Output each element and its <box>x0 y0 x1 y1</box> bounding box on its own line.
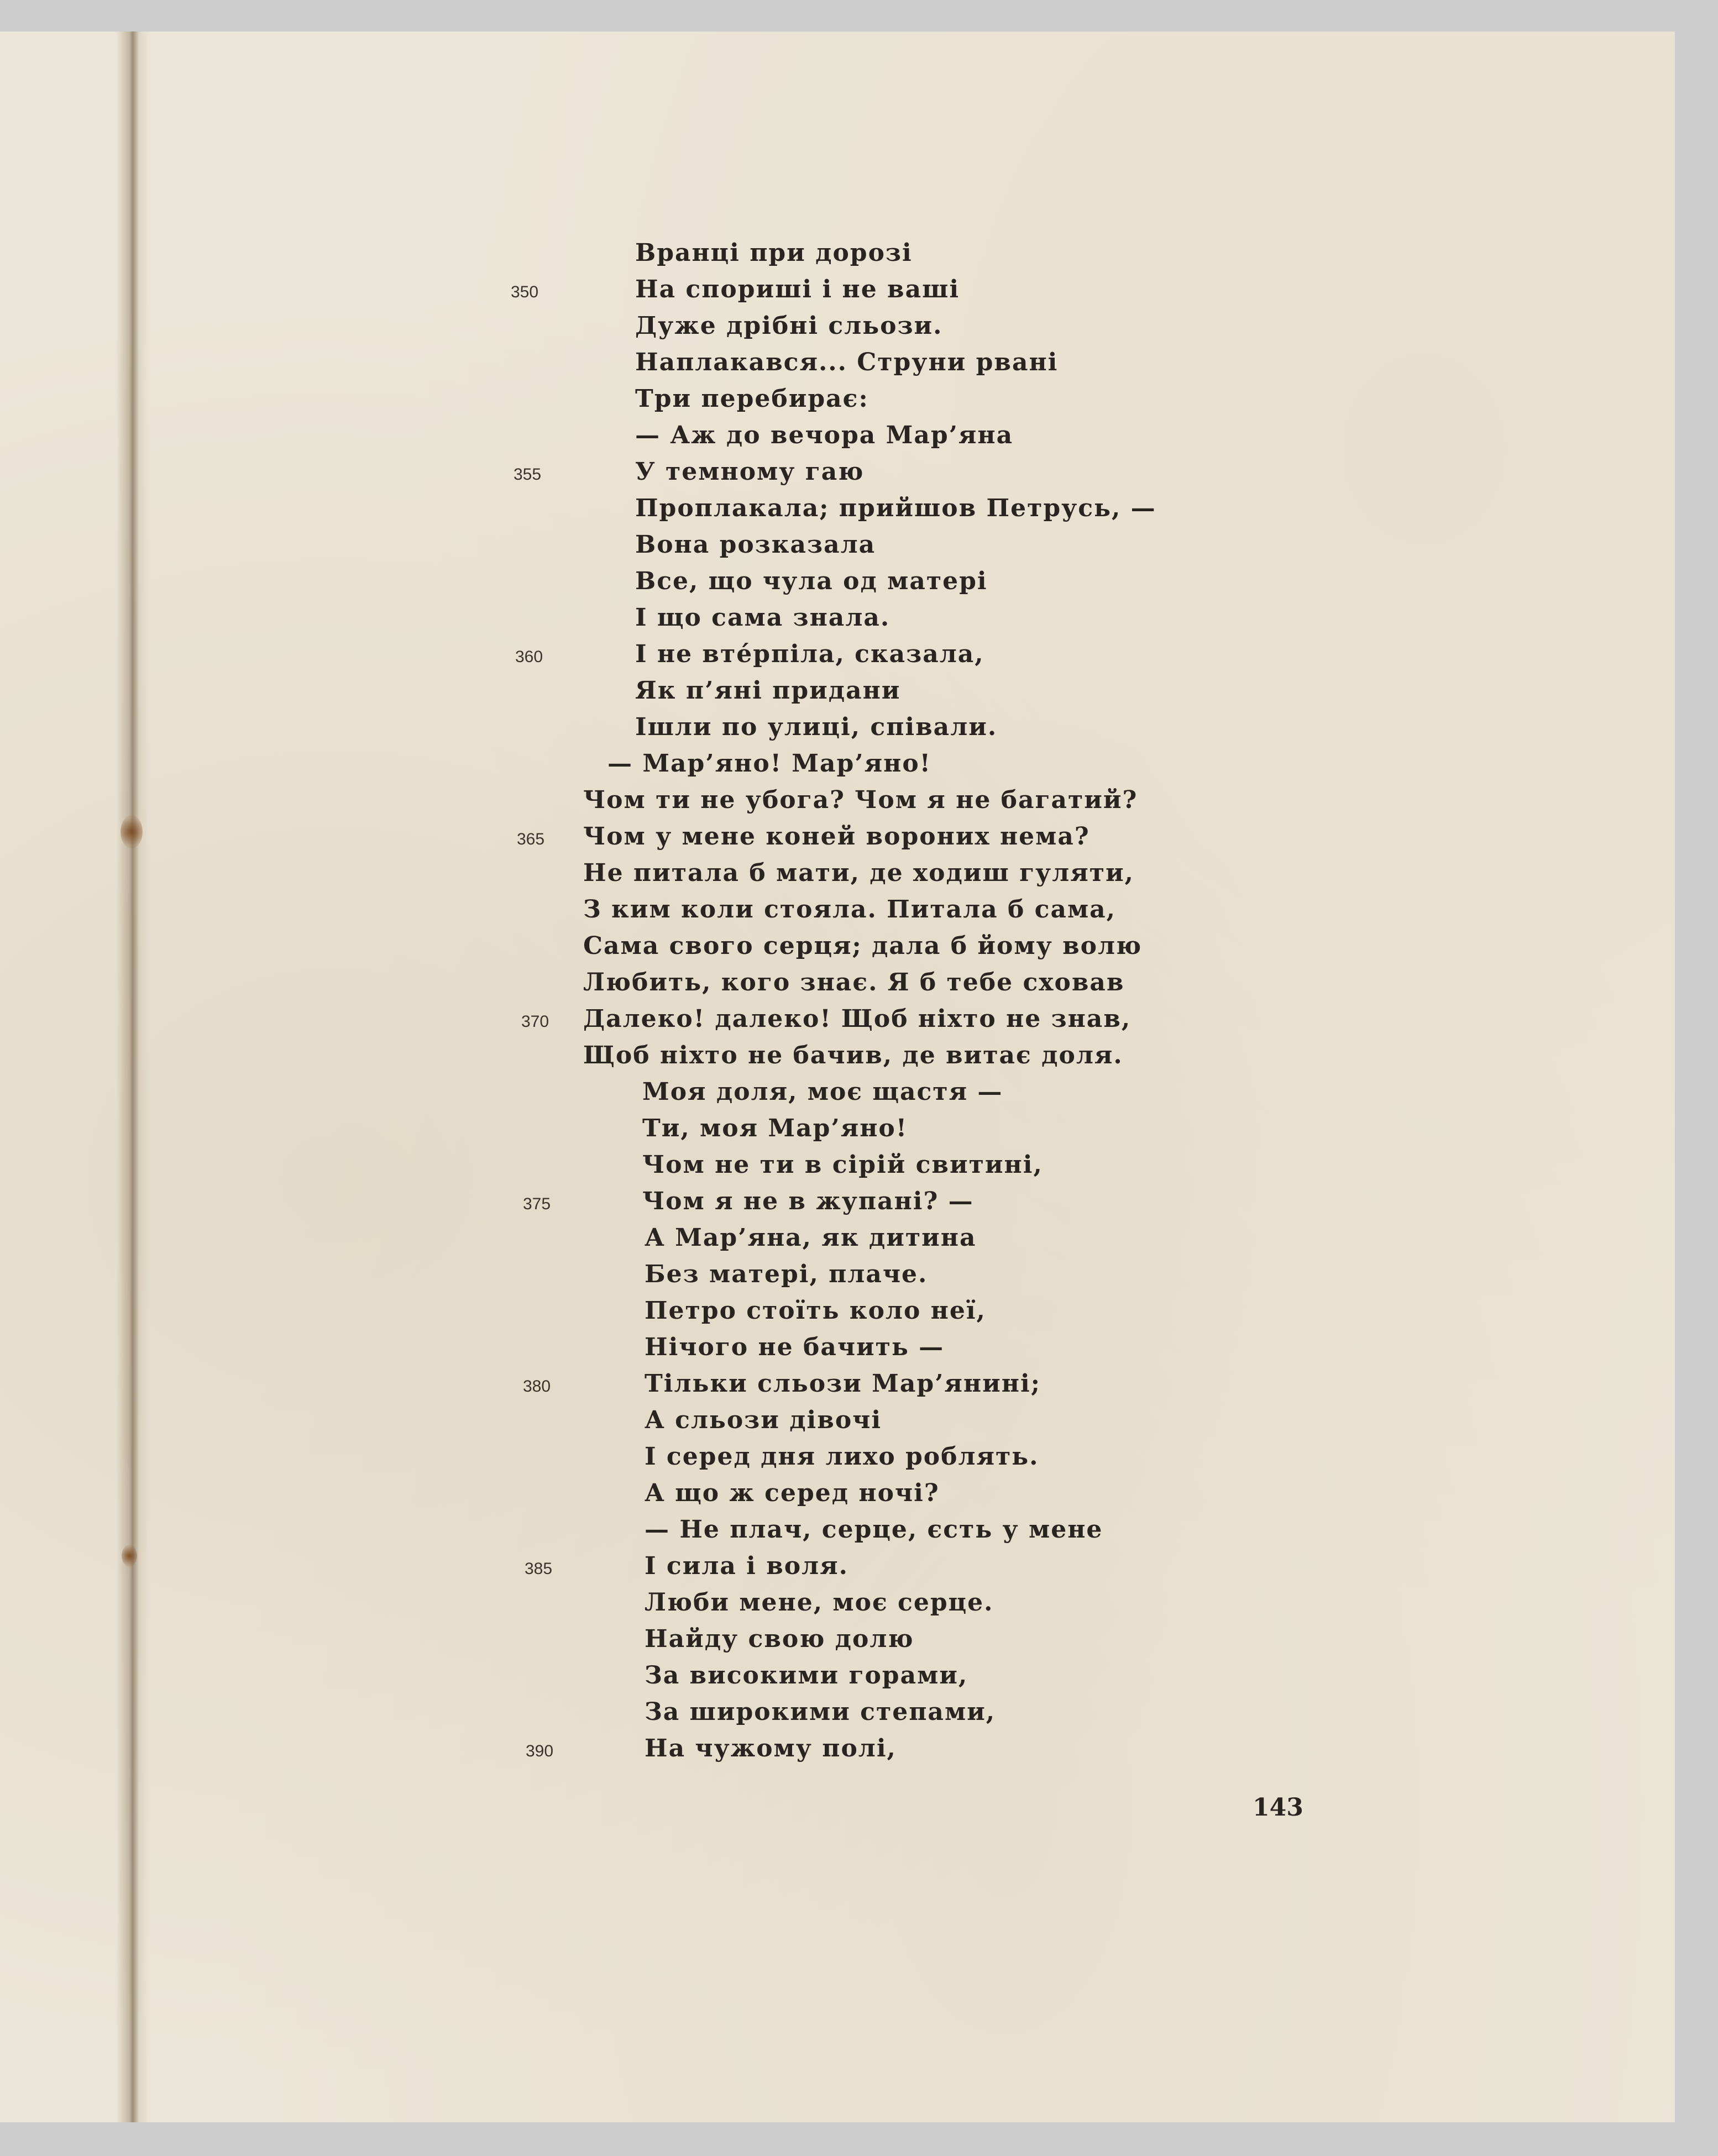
verse-line: Не питала б мати, де ходиш гуляти, <box>583 859 1134 887</box>
verse-line: — Аж до вечора Мар’яна <box>635 421 1014 449</box>
verse-line: Ти, моя Мар’яно! <box>642 1114 908 1142</box>
verse-line: Наплакався... Струни рвані <box>635 348 1059 376</box>
verse-line: Далеко! далеко! Щоб ніхто не знав, <box>583 1005 1132 1033</box>
verse-line: — Мар’яно! Мар’яно! <box>607 749 931 778</box>
verse-line: І що сама знала. <box>635 604 891 632</box>
verse-line: Найду свою долю <box>645 1625 914 1653</box>
line-number: 355 <box>514 465 542 484</box>
verse-line: І серед дня лихо роблять. <box>645 1442 1039 1471</box>
verse-line: І сила і воля. <box>645 1552 848 1580</box>
verse-line: Сама свого серця; дала б йому волю <box>583 932 1143 960</box>
line-number: 365 <box>517 830 545 848</box>
verse-line: На чужому полі, <box>645 1734 897 1762</box>
verse-line: Щоб ніхто не бачив, де витає доля. <box>583 1041 1123 1069</box>
line-number: 380 <box>523 1377 551 1396</box>
verse-line: Петро стоїть коло неї, <box>645 1297 986 1325</box>
verse-line: За високими горами, <box>645 1661 968 1690</box>
line-number: 370 <box>521 1013 549 1031</box>
verse-line: І не вте́рпіла, сказала, <box>635 640 984 668</box>
verse-line: Як п’яні придани <box>635 676 901 705</box>
line-number: 360 <box>515 648 543 666</box>
verse-line: За широкими степами, <box>645 1698 996 1726</box>
verse-line: Без матері, плаче. <box>645 1260 928 1288</box>
line-number: 385 <box>525 1560 553 1578</box>
verse-line: На спориші і не ваші <box>635 275 960 303</box>
verse-line: Чом я не в жупані? — <box>642 1187 974 1215</box>
verse-line: Ішли по улиці, співали. <box>635 713 998 741</box>
verse-line: А що ж серед ночі? <box>645 1479 940 1507</box>
verse-line: Вона розказала <box>635 531 876 559</box>
verse-line: А Мар’яна, як дитина <box>645 1224 977 1252</box>
line-number: 375 <box>523 1195 551 1213</box>
page-number: 143 <box>1253 1793 1303 1822</box>
verse-line: А сльози дівочі <box>645 1406 882 1434</box>
verse-line: Любить, кого знає. Я б тебе сховав <box>583 968 1125 996</box>
verse-line: Моя доля, моє щастя — <box>642 1078 1003 1106</box>
verse-line: Тільки сльози Мар’янині; <box>645 1370 1041 1398</box>
verse-line: Вранці при дорозі <box>635 239 913 267</box>
verse-line: Три перебирає: <box>635 385 869 413</box>
verse-line: Дуже дрібні сльози. <box>635 312 943 340</box>
verse-line: У темному гаю <box>635 458 865 486</box>
verse-line: — Не плач, серце, єсть у мене <box>645 1515 1103 1544</box>
verse-line: Чом не ти в сірій свитині, <box>642 1151 1043 1179</box>
verse-line: Проплакала; прийшов Петрусь, — <box>635 494 1156 522</box>
verse-line: Чом ти не убога? Чом я не багатий? <box>583 786 1138 814</box>
line-number: 350 <box>511 283 539 301</box>
verse-line: Все, що чула од матері <box>635 567 988 595</box>
verse-line: Люби мене, моє серце. <box>645 1588 994 1617</box>
verse-line: Чом у мене коней вороних нема? <box>583 822 1090 851</box>
verse-line: З ким коли стояла. Питала б сама, <box>583 895 1117 924</box>
line-number: 390 <box>526 1742 554 1760</box>
verse-line: Нічого не бачить — <box>645 1333 945 1361</box>
